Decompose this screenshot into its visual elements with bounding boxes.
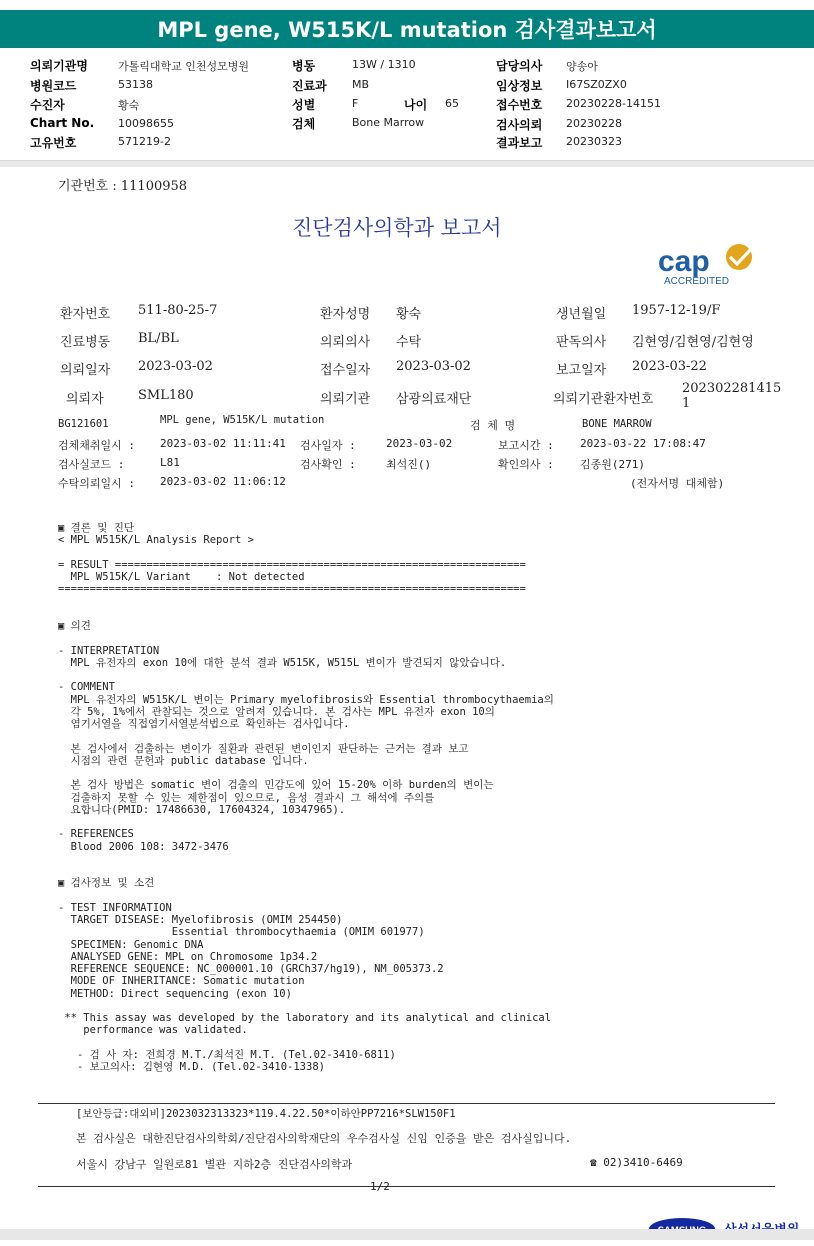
hdr-label-unique-no: 고유번호	[30, 136, 77, 150]
phone-line: ☎ 02)3410-6469	[590, 1156, 683, 1169]
cap-logo-icon	[656, 239, 766, 289]
pt-value-4-2: 삼광의료재단	[396, 392, 472, 407]
report-title: 진단검사의학과 보고서	[292, 216, 502, 240]
report-header-title: MPL gene, W515K/L mutation 검사결과보고서	[0, 10, 814, 48]
test-name: MPL gene, W515K/L mutation	[160, 414, 325, 426]
pt-value-2-3: 김현영/김현영/김현영	[632, 335, 754, 350]
hdr-value-clinical-info: I67SZ0ZX0	[566, 78, 627, 91]
report-body-line: ▣ 결론 및 진단	[58, 522, 135, 534]
samsung-hospital-logo	[638, 1197, 788, 1223]
report-body-line: 본 검사 방법은 somatic 변이 검출의 민감도에 있어 15-20% 이하 burden의 변이는	[58, 779, 494, 792]
hdr-value-department: MB	[352, 78, 370, 91]
pt-value-3-3: 2023-03-22	[632, 359, 707, 374]
hdr-value-ward: 13W / 1310	[352, 58, 416, 71]
pt-value-4-1: SML180	[138, 388, 194, 403]
hdr-label-doctor: 담당의사	[496, 59, 543, 73]
report-body-line: ANALYSED GENE: MPL on Chromosome 1p34.2	[58, 950, 318, 963]
hdr-value-age: 65	[445, 97, 459, 110]
specimen-label: 검 체 명	[470, 419, 516, 432]
report-body-line: 염기서열을 직접염기서열분석법으로 확인하는 검사입니다.	[58, 718, 350, 730]
confirm-doc-label: 확인의사 :	[498, 458, 554, 471]
report-body-line: MODE OF INHERITANCE: Somatic mutation	[58, 975, 305, 988]
report-body-line: 시점의 관련 문헌과 public database 입니다.	[58, 754, 309, 767]
hdr-label-department: 진료과	[292, 79, 327, 93]
report-body-line: 본 검사에서 검출하는 변이가 질환과 관련된 변이인지 판단하는 근거는 결과 보고	[58, 742, 469, 755]
pt-value-1-1: 511-80-25-7	[138, 303, 218, 318]
pt-label-4-3: 의뢰기관환자번호	[553, 392, 654, 407]
pt-label-3-2: 접수일자	[320, 363, 371, 378]
hdr-label-specimen: 검체	[292, 117, 316, 131]
pt-label-2-1: 진료병동	[60, 335, 111, 350]
certification-line: 본 검사실은 대한진단검사의학회/진단검사의학재단의 우수검사실 신임 인증을 받은 검사실입니다.	[76, 1132, 572, 1145]
report-body-line: SPECIMEN: Genomic DNA	[58, 938, 204, 951]
hdr-value-patient: 황숙	[118, 99, 140, 112]
confirm-label: 검사확인 :	[300, 458, 356, 471]
pt-value-4-3-cont: 1	[682, 396, 691, 411]
report-body-line: MPL 유전자의 W515K/L 변이는 Primary myelofibrosis와 Essential thrombocythaemia의	[58, 693, 554, 706]
confirm-doc-value: 김종원(271)	[580, 458, 645, 471]
pt-value-4-3: 202302281415	[682, 381, 782, 396]
pt-value-2-2: 수탁	[396, 335, 422, 350]
report-body-line: METHOD: Direct sequencing (exon 10)	[58, 987, 292, 1000]
pt-value-1-3: 1957-12-19/F	[632, 303, 721, 318]
report-body-line: MPL 유전자의 exon 10에 대한 분석 결과 W515K, W515L 변이가 발견되지 않았습니다.	[58, 656, 507, 669]
hdr-label-report-date: 결과보고	[496, 136, 543, 150]
hdr-label-reception-no: 접수번호	[496, 98, 543, 112]
pt-value-3-1: 2023-03-02	[138, 359, 213, 374]
pt-label-3-1: 의뢰일자	[60, 363, 111, 378]
report-body-line: TARGET DISEASE: Myelofibrosis (OMIM 254450)	[58, 914, 343, 926]
report-body-line: Blood 2006 108: 3472-3476	[58, 840, 229, 853]
room-code-label: 검사실코드 :	[58, 458, 125, 471]
address-line: 서울시 강남구 일원로81 별관 지하2층 진단검사의학과	[76, 1158, 353, 1171]
report-body-line: 요합니다(PMID: 17486630, 17604324, 10347965).	[58, 803, 346, 816]
hdr-label-sex: 성별	[292, 98, 316, 112]
report-body-line: - REFERENCES	[58, 828, 134, 841]
order-time-label: 수탁의뢰일시 :	[58, 477, 136, 490]
test-code: BG121601	[58, 418, 109, 430]
hdr-value-doctor: 양송아	[566, 60, 598, 73]
hdr-value-hospital-code: 53138	[118, 78, 153, 91]
pt-label-1-2: 환자성명	[320, 307, 371, 322]
pt-label-3-3: 보고일자	[556, 363, 607, 378]
pt-label-2-3: 판독의사	[556, 335, 607, 350]
hdr-label-hospital-code: 병원코드	[30, 79, 77, 93]
pt-value-3-2: 2023-03-02	[396, 359, 471, 374]
header-divider	[0, 160, 814, 167]
page-number: 1/2	[370, 1180, 390, 1193]
report-body-line: = RESULT =================================================================	[58, 558, 526, 571]
test-date-value: 2023-03-02	[386, 437, 453, 450]
report-body-line: Essential thrombocythaemia (OMIM 601977)	[58, 926, 425, 939]
bottom-strip	[0, 1229, 814, 1240]
pt-label-4-2: 의뢰기관	[320, 392, 371, 407]
confirm-value: 최석진()	[386, 458, 432, 471]
hdr-value-report-date: 20230323	[566, 135, 622, 148]
room-code-value: L81	[160, 456, 180, 469]
esign-note: (전자서명 대체함)	[630, 477, 725, 490]
institution-number: 기관번호 : 11100958	[58, 179, 188, 194]
hdr-label-institution: 의뢰기관명	[30, 59, 88, 73]
collect-value: 2023-03-02 11:11:41	[160, 437, 286, 450]
test-date-label: 검사일자 :	[300, 439, 356, 452]
report-body-line: ▣ 의견	[58, 620, 91, 632]
hdr-value-chart-no: 10098655	[118, 117, 174, 130]
cap-logo-text: cap	[658, 245, 710, 278]
hdr-label-age: 나이	[404, 98, 428, 112]
report-body-line: MPL W515K/L Variant : Not detected	[58, 571, 305, 583]
hdr-label-ward: 병동	[292, 59, 316, 73]
hdr-label-patient: 수진자	[30, 98, 65, 112]
hdr-value-reception-no: 20230228-14151	[566, 97, 661, 110]
report-body-line: - 보고의사: 김현영 M.D. (Tel.02-3410-1338)	[58, 1061, 325, 1073]
hdr-label-request-date: 검사의뢰	[496, 118, 543, 132]
report-body-line: ▣ 검사정보 및 소견	[58, 877, 155, 890]
report-body-line: ** This assay was developed by the laboratory and its analytical and clinical	[58, 1012, 552, 1024]
pt-label-1-1: 환자번호	[60, 307, 111, 322]
report-body-line: - TEST INFORMATION	[58, 901, 172, 914]
report-time-label: 보고시간 :	[498, 439, 554, 452]
report-body-line: 검출하지 못할 수 있는 제한점이 있으므로, 음성 결과시 그 해석에 주의를	[58, 791, 435, 804]
hdr-value-request-date: 20230228	[566, 117, 622, 130]
report-body-line: - 검 사 자: 전희경 M.T./최석진 M.T. (Tel.02-3410-6811)	[58, 1048, 396, 1061]
hdr-label-clinical-info: 임상정보	[496, 79, 543, 93]
specimen-value: BONE MARROW	[582, 418, 652, 430]
hdr-value-sex: F	[352, 97, 359, 110]
pt-label-4-1: 의뢰자	[66, 392, 104, 407]
report-body-line: < MPL W515K/L Analysis Report >	[58, 534, 254, 547]
report-body-line: - COMMENT	[58, 681, 115, 694]
report-body-line: - INTERPRETATION	[58, 644, 160, 657]
collect-label: 검체채취일시 :	[58, 439, 136, 452]
pt-value-1-2: 황숙	[396, 307, 422, 322]
cap-accredited-text: ACCREDITED	[664, 276, 730, 287]
report-body-line: performance was validated.	[58, 1024, 248, 1037]
report-body-line: ==========================================================================	[58, 583, 526, 596]
security-line: [보안등급:대외비]2023032313323*119.4.22.50*이하안PP7216*SLW150F1	[76, 1108, 456, 1120]
cap-accredited-logo	[646, 220, 756, 287]
order-time-value: 2023-03-02 11:06:12	[160, 475, 286, 488]
hdr-value-institution: 가톨릭대학교 인천성모병원	[118, 60, 250, 73]
pt-value-2-1: BL/BL	[138, 331, 179, 346]
pt-label-2-2: 의뢰의사	[320, 335, 371, 350]
hdr-label-chart-no: Chart No.	[30, 116, 95, 130]
pt-label-1-3: 생년월일	[556, 307, 607, 322]
hdr-value-unique-no: 571219-2	[118, 135, 171, 148]
report-time-value: 2023-03-22 17:08:47	[580, 437, 706, 450]
report-body-line: 각 5%, 1%에서 관찰되는 것으로 알려져 있습니다. 본 검사는 MPL 유전자 exon 10의	[58, 705, 495, 718]
hdr-value-specimen: Bone Marrow	[352, 116, 425, 129]
report-body-line: REFERENCE SEQUENCE: NC_000001.10 (GRCh37/hg19), NM_005373.2	[58, 963, 444, 975]
